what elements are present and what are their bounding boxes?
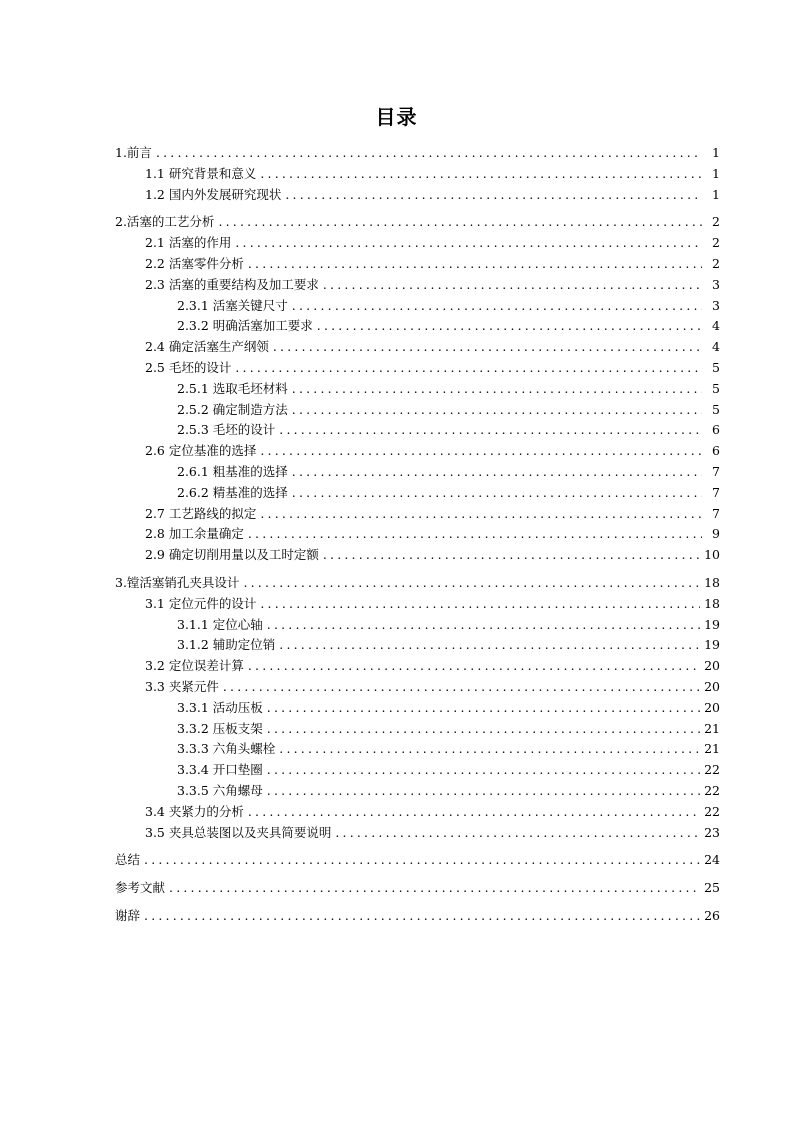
dot-leader bbox=[248, 524, 702, 545]
toc-entry[interactable] bbox=[115, 635, 720, 656]
toc-entry-page-number: 2 bbox=[712, 235, 720, 251]
toc-entry-page-number: 4 bbox=[712, 318, 720, 334]
toc-entry-page-number: 18 bbox=[704, 574, 720, 590]
toc-entry-page-number: 2 bbox=[712, 255, 720, 271]
dot-leader bbox=[235, 358, 702, 379]
toc-entry[interactable] bbox=[115, 802, 720, 823]
toc-entry-label: 3.1 定位元件的设计 bbox=[145, 595, 257, 611]
toc-entry-page-number: 19 bbox=[704, 637, 720, 653]
toc-entry[interactable] bbox=[115, 212, 720, 233]
toc-entry-label: 2.活塞的工艺分析 bbox=[115, 214, 215, 230]
dot-leader bbox=[317, 316, 702, 337]
toc-entry-page-number: 26 bbox=[704, 907, 720, 923]
toc-entry[interactable] bbox=[115, 337, 720, 358]
dot-leader bbox=[335, 823, 700, 844]
dot-leader bbox=[248, 656, 700, 677]
toc-entry[interactable] bbox=[115, 823, 720, 844]
toc-entry-label: 3.4 夹紧力的分析 bbox=[145, 803, 244, 819]
toc-entry[interactable] bbox=[115, 698, 720, 719]
toc-entry-page-number: 22 bbox=[704, 782, 720, 798]
toc-entry[interactable] bbox=[115, 420, 720, 441]
toc-entry-page-number: 21 bbox=[704, 741, 720, 757]
toc-entry-page-number: 5 bbox=[712, 401, 720, 417]
toc-entry-label: 总结 bbox=[115, 852, 141, 868]
toc-entry[interactable] bbox=[115, 164, 720, 185]
toc-entry[interactable] bbox=[115, 739, 720, 760]
toc-entry-page-number: 2 bbox=[712, 214, 720, 230]
toc-entry-page-number: 5 bbox=[712, 359, 720, 375]
toc-entry-label: 1.2 国内外发展研究现状 bbox=[145, 186, 282, 202]
toc-entry-label: 2.5.1 选取毛坯材料 bbox=[177, 380, 288, 396]
dot-leader bbox=[260, 164, 702, 185]
toc-entry[interactable] bbox=[115, 677, 720, 698]
toc-entry-label: 3.2 定位误差计算 bbox=[145, 658, 244, 674]
toc-entry-label: 2.1 活塞的作用 bbox=[145, 235, 232, 251]
toc-entry[interactable] bbox=[115, 143, 720, 164]
toc-entry-label: 3.1.2 辅助定位销 bbox=[177, 637, 276, 653]
toc-entry[interactable] bbox=[115, 254, 720, 275]
toc-entry[interactable] bbox=[115, 233, 720, 254]
toc-entry-page-number: 7 bbox=[712, 463, 720, 479]
dot-leader bbox=[292, 296, 702, 317]
toc-entry[interactable] bbox=[115, 781, 720, 802]
toc-entry[interactable] bbox=[115, 296, 720, 317]
toc-entry[interactable] bbox=[115, 483, 720, 504]
dot-leader bbox=[292, 379, 702, 400]
toc-entry-page-number: 3 bbox=[712, 276, 720, 292]
toc-entry-page-number: 20 bbox=[704, 658, 720, 674]
toc-entry[interactable] bbox=[115, 400, 720, 421]
toc-entry-label: 1.1 研究背景和意义 bbox=[145, 165, 257, 181]
dot-leader bbox=[144, 906, 700, 927]
toc-entry-label: 3.3.2 压板支架 bbox=[177, 720, 263, 736]
dot-leader bbox=[292, 400, 702, 421]
toc-entry[interactable] bbox=[115, 524, 720, 545]
dot-leader bbox=[292, 483, 702, 504]
dot-leader bbox=[323, 275, 702, 296]
toc-entry-label: 谢辞 bbox=[115, 907, 141, 923]
toc-entry[interactable] bbox=[115, 573, 720, 594]
dot-leader bbox=[144, 850, 700, 871]
toc-entry-label: 2.9 确定切削用量以及工时定额 bbox=[145, 547, 319, 563]
toc-entry[interactable] bbox=[115, 906, 720, 927]
toc-entry[interactable] bbox=[115, 379, 720, 400]
toc-entry-label: 2.8 加工余量确定 bbox=[145, 526, 244, 542]
toc-entry-page-number: 7 bbox=[712, 484, 720, 500]
table-of-contents bbox=[115, 143, 720, 927]
toc-entry[interactable] bbox=[115, 358, 720, 379]
toc-entry-label: 3.1.1 定位心轴 bbox=[177, 616, 263, 632]
toc-entry-page-number: 7 bbox=[712, 505, 720, 521]
toc-entry[interactable] bbox=[115, 275, 720, 296]
toc-entry-label: 3.3 夹紧元件 bbox=[145, 678, 219, 694]
toc-entry[interactable] bbox=[115, 850, 720, 871]
toc-entry[interactable] bbox=[115, 185, 720, 206]
toc-entry-label: 2.6.1 粗基准的选择 bbox=[177, 463, 288, 479]
toc-entry-page-number: 25 bbox=[704, 880, 720, 896]
toc-entry-label: 参考文献 bbox=[115, 880, 166, 896]
toc-entry-page-number: 22 bbox=[704, 762, 720, 778]
toc-entry-label: 2.2 活塞零件分析 bbox=[145, 255, 244, 271]
toc-entry-label: 3.镗活塞销孔夹具设计 bbox=[115, 574, 240, 590]
toc-entry[interactable] bbox=[115, 760, 720, 781]
toc-entry-label: 2.4 确定活塞生产纲领 bbox=[145, 339, 269, 355]
dot-leader bbox=[260, 504, 702, 525]
dot-leader bbox=[267, 615, 700, 636]
toc-entry-page-number: 6 bbox=[712, 443, 720, 459]
toc-entry-page-number: 23 bbox=[704, 824, 720, 840]
dot-leader bbox=[169, 878, 700, 899]
toc-entry[interactable] bbox=[115, 594, 720, 615]
toc-entry-page-number: 22 bbox=[704, 803, 720, 819]
dot-leader bbox=[267, 698, 700, 719]
dot-leader bbox=[235, 233, 702, 254]
toc-entry-label: 2.6.2 精基准的选择 bbox=[177, 484, 288, 500]
dot-leader bbox=[292, 462, 702, 483]
toc-entry-label: 3.3.3 六角头螺栓 bbox=[177, 741, 276, 757]
dot-leader bbox=[279, 739, 700, 760]
toc-entry-label: 3.5 夹具总装图以及夹具简要说明 bbox=[145, 824, 332, 840]
toc-entry-page-number: 9 bbox=[712, 526, 720, 542]
toc-entry-page-number: 1 bbox=[712, 145, 720, 160]
toc-entry[interactable] bbox=[115, 462, 720, 483]
toc-entry-label: 1.前言 bbox=[115, 145, 152, 160]
toc-entry-page-number: 3 bbox=[712, 297, 720, 313]
toc-entry-label: 2.3.1 活塞关键尺寸 bbox=[177, 297, 288, 313]
toc-entry-label: 2.7 工艺路线的拟定 bbox=[145, 505, 257, 521]
toc-entry-label: 2.5 毛坯的设计 bbox=[145, 359, 232, 375]
dot-leader bbox=[273, 337, 702, 358]
dot-leader bbox=[279, 420, 702, 441]
dot-leader bbox=[267, 719, 700, 740]
dot-leader bbox=[248, 254, 702, 275]
toc-entry-page-number: 19 bbox=[704, 616, 720, 632]
toc-entry[interactable] bbox=[115, 504, 720, 525]
dot-leader bbox=[260, 594, 700, 615]
toc-entry-label: 3.3.5 六角螺母 bbox=[177, 782, 263, 798]
dot-leader bbox=[260, 441, 702, 462]
dot-leader bbox=[218, 212, 702, 233]
toc-entry-page-number: 21 bbox=[704, 720, 720, 736]
dot-leader bbox=[279, 635, 700, 656]
toc-entry[interactable] bbox=[115, 656, 720, 677]
toc-entry-page-number: 6 bbox=[712, 422, 720, 438]
dot-leader bbox=[223, 677, 700, 698]
toc-entry-page-number: 20 bbox=[704, 678, 720, 694]
dot-leader bbox=[285, 185, 702, 206]
dot-leader bbox=[243, 573, 700, 594]
dot-leader bbox=[267, 781, 700, 802]
toc-entry[interactable] bbox=[115, 316, 720, 337]
toc-entry[interactable] bbox=[115, 878, 720, 899]
toc-entry-page-number: 24 bbox=[704, 852, 720, 868]
toc-entry-page-number: 18 bbox=[704, 595, 720, 611]
dot-leader bbox=[323, 545, 700, 566]
toc-entry-label: 3.3.1 活动压板 bbox=[177, 699, 263, 715]
toc-entry[interactable] bbox=[115, 719, 720, 740]
toc-entry-label: 3.3.4 开口垫圈 bbox=[177, 762, 263, 778]
dot-leader bbox=[248, 802, 700, 823]
toc-entry-page-number: 5 bbox=[712, 380, 720, 396]
dot-leader bbox=[267, 760, 700, 781]
toc-entry-label: 2.6 定位基准的选择 bbox=[145, 443, 257, 459]
toc-entry[interactable] bbox=[115, 441, 720, 462]
toc-entry-label: 2.3.2 明确活塞加工要求 bbox=[177, 318, 313, 334]
toc-entry-page-number: 10 bbox=[704, 547, 720, 563]
page-title: 目录 bbox=[375, 105, 418, 129]
toc-entry-label: 2.5.2 确定制造方法 bbox=[177, 401, 288, 417]
toc-entry[interactable] bbox=[115, 545, 720, 566]
toc-entry[interactable] bbox=[115, 615, 720, 636]
toc-entry-page-number: 1 bbox=[712, 186, 720, 202]
toc-entry-page-number: 20 bbox=[704, 699, 720, 715]
toc-entry-page-number: 4 bbox=[712, 339, 720, 355]
toc-entry-label: 2.5.3 毛坯的设计 bbox=[177, 422, 276, 438]
dot-leader bbox=[156, 143, 702, 164]
toc-entry-page-number: 1 bbox=[712, 165, 720, 181]
toc-entry-label: 2.3 活塞的重要结构及加工要求 bbox=[145, 276, 319, 292]
